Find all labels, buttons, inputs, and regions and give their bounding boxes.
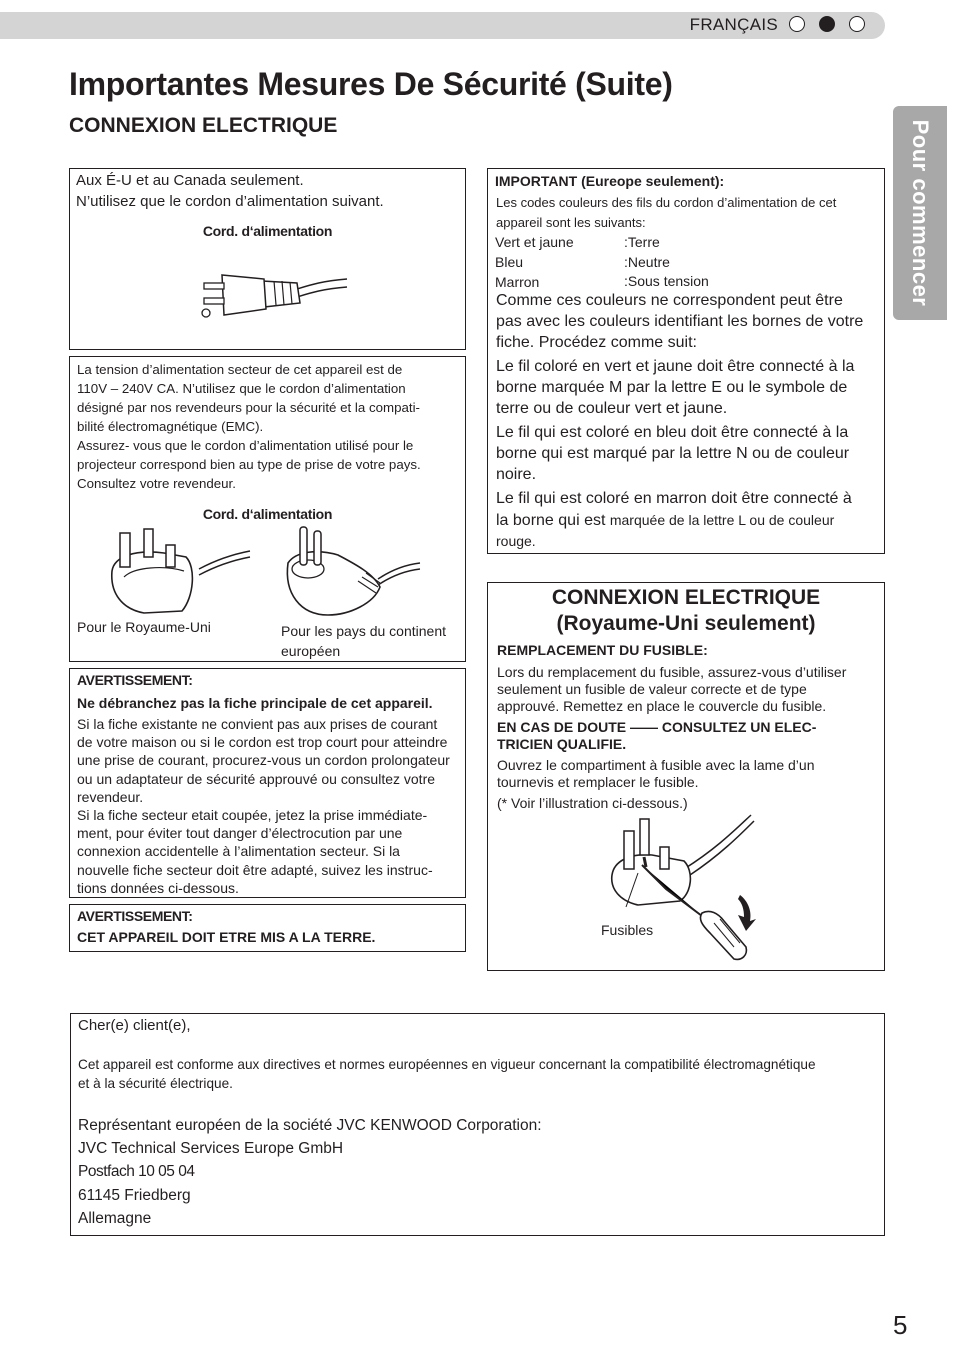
us-line-2: N’utilisez que le cordon d’alimentation suivant. bbox=[76, 192, 384, 210]
important-para1-line2: pas avec les couleurs identifiant les bornes de votre bbox=[496, 312, 864, 330]
fuse-replacement-icon bbox=[606, 809, 766, 967]
warning-1-line-5: revendeur. bbox=[77, 788, 144, 805]
voltage-line-5: Assurez- vous que le cordon d’alimentation utilisé pour le bbox=[77, 438, 414, 453]
page-indicator-dot-3 bbox=[849, 16, 865, 32]
important-para2-line1: Le fil coloré en vert et jaune doit être connecté à la bbox=[496, 358, 855, 375]
side-tab-label: Pour commencer bbox=[908, 119, 933, 307]
voltage-box bbox=[69, 356, 466, 662]
page-number: 5 bbox=[893, 1310, 908, 1340]
important-para4-line2a: la borne qui est bbox=[496, 511, 610, 529]
important-para3-line1: Le fil qui est coloré en bleu doit être connecté à la bbox=[496, 424, 849, 441]
warning-1-line-4: ou un adaptateur de sécurité approuvé ou consultez votre bbox=[77, 770, 436, 787]
color-name-2: Bleu bbox=[495, 254, 524, 270]
voltage-line-1: La tension d’alimentation secteur de cet appareil est de bbox=[77, 362, 403, 377]
important-para4-line2b: marquée de la lettre L ou de couleur bbox=[609, 511, 835, 528]
side-tab bbox=[893, 106, 947, 320]
important-para1-line3: fiche. Procédez comme suit: bbox=[496, 333, 697, 351]
uk-text2-line2: tournevis et remplacer le fusible. bbox=[497, 774, 699, 790]
important-intro-2: appareil sont les suivants: bbox=[496, 214, 646, 230]
warning-1-line-9: nouvelle fiche secteur doit être adapté, suivez les instruc- bbox=[77, 861, 433, 878]
voltage-line-2: 110V – 240V CA. N’utilisez que le cordon d’alimentation bbox=[77, 381, 406, 396]
uk-bold-line2: TRICIEN QUALIFIE. bbox=[497, 736, 627, 752]
eu-plug-icon bbox=[278, 523, 423, 619]
voltage-cord-label: Cord. d‘alimentation bbox=[202, 506, 333, 522]
important-heading: IMPORTANT (Eureope seulement): bbox=[495, 173, 725, 189]
us-canada-box bbox=[69, 168, 466, 350]
uk-text1-line2: seulement un fusible de valeur correcte et de type bbox=[497, 681, 807, 697]
uk-text1-line3: approuvé. Remettez en place le couvercle du fusible. bbox=[497, 698, 827, 714]
warning-1-line-8: connexion accidentelle à l’alimentation secteur. Si la bbox=[77, 843, 400, 860]
customer-country: Allemagne bbox=[78, 1209, 152, 1227]
customer-postfach: Postfach 10 05 04 bbox=[78, 1163, 195, 1181]
voltage-line-3: désigné par nos revendeurs pour la sécurité et la compati- bbox=[77, 400, 420, 415]
important-intro-1: Les codes couleurs des fils du cordon d’alimentation de cet bbox=[496, 195, 837, 210]
customer-conformity-1: Cet appareil est conforme aux directives et normes européennes en vigueur concernant la compatibilité électromagnétique bbox=[78, 1057, 816, 1072]
color-value-3: Sous tension bbox=[627, 273, 709, 289]
uk-caption: Pour le Royaume-Uni bbox=[77, 619, 211, 635]
warning-2-heading: AVERTISSEMENT: bbox=[77, 908, 193, 924]
section-title: CONNEXION ELECTRIQUE bbox=[69, 114, 338, 137]
warning-1-line-3: une prise de courant, procurez-vous un cordon prolongateur bbox=[77, 752, 450, 769]
page-indicator-dot-2 bbox=[819, 16, 835, 32]
eu-caption-1: Pour les pays du continent bbox=[281, 623, 446, 639]
warning-1-line-6: Si la fiche secteur etait coupée, jetez la prise immédiate- bbox=[77, 807, 428, 824]
important-para3-line3: noire. bbox=[496, 465, 537, 483]
voltage-line-6: projecteur correspond bien au type de prise de votre pays. bbox=[77, 457, 421, 472]
warning-1-line-2: de votre maison ou si le cordon est trop court pour atteindre bbox=[77, 734, 448, 751]
uk-note: (* Voir l’illustration ci-dessous.) bbox=[497, 795, 688, 811]
warning-box-2 bbox=[69, 904, 466, 952]
us-cord-label: Cord. d‘alimentation bbox=[202, 223, 333, 239]
us-line-1: Aux É-U et au Canada seulement. bbox=[76, 172, 304, 189]
color-value-1: Terre bbox=[627, 234, 660, 250]
color-value-2: Neutre bbox=[627, 253, 670, 270]
important-para1-line1: Comme ces couleurs ne correspondent peut être bbox=[496, 292, 843, 309]
uk-title-2: (Royaume-Uni seulement) bbox=[556, 612, 816, 635]
language-label: FRANÇAIS bbox=[689, 15, 778, 34]
warning-1-bold-line: Ne débranchez pas la fiche principale de cet appareil. bbox=[77, 695, 433, 711]
voltage-line-4: bilité électromagnétique (EMC). bbox=[77, 419, 264, 434]
warning-1-line-10: tions données ci-dessous. bbox=[77, 879, 239, 896]
uk-text2-line1: Ouvrez le compartiment à fusible avec la lame d’un bbox=[497, 757, 815, 773]
important-para3-line2: borne qui est marqué par la lettre N ou de couleur bbox=[496, 444, 850, 462]
important-para4-line3: rouge. bbox=[496, 533, 536, 549]
warning-1-line-1: Si la fiche existante ne convient pas aux prises de courant bbox=[77, 716, 438, 732]
warning-1-line-7: ment, pour éviter tout danger d’électrocution par une bbox=[77, 825, 403, 842]
customer-box bbox=[70, 1013, 885, 1236]
voltage-line-7: Consultez votre revendeur. bbox=[77, 476, 236, 491]
uk-title-1: CONNEXION ELECTRIQUE bbox=[551, 586, 821, 609]
page-indicator-dot-1 bbox=[789, 16, 805, 32]
customer-city: 61145 Friedberg bbox=[78, 1186, 191, 1204]
important-para2-line3: terre ou de couleur vert et jaune. bbox=[496, 399, 728, 417]
uk-text1-line1: Lors du remplacement du fusible, assurez-vous d’utiliser bbox=[497, 664, 847, 680]
uk-only-box bbox=[487, 582, 885, 971]
warning-1-heading: AVERTISSEMENT: bbox=[77, 672, 193, 688]
important-para4-line1: Le fil qui est coloré en marron doit être connecté à bbox=[496, 490, 852, 507]
eu-caption-2: européen bbox=[281, 643, 341, 659]
uk-bold-line1: EN CAS DE DOUTE —— CONSULTEZ UN ELEC- bbox=[497, 719, 817, 735]
us-plug-icon bbox=[192, 265, 352, 325]
important-box: IMPORTANT (Eureope seulement): Les codes couleurs des fils du cordon d’alimentation de cet appareil sont les suivants: Vert et jaune Bleu Marron :Terre :Neutre :Sous tension Comme ces couleurs ne correspondent peut être pas avec les couleurs identifiant les bornes de votre fiche. Procédez comme suit: Le fil coloré en vert et jaune doit être connecté à la borne marquée M par la lettre E ou le symbole de terre ou de couleur vert et jaune. Le fil qui est coloré en bleu doit être connecté à la borne qui est marqué par la lettre N ou de couleur noire. Le fil qui est coloré en marron doit être connecté à la borne qui est marquée de la lettre L ou de couleur rouge. bbox=[487, 168, 885, 554]
important-para2-line2: borne marquée M par la lettre E ou le symbole de bbox=[496, 378, 848, 396]
warning-2-text: CET APPAREIL DOIT ETRE MIS A LA TERRE. bbox=[77, 929, 376, 945]
customer-conformity-2: et à la sécurité électrique. bbox=[78, 1076, 233, 1091]
fuse-label: Fusibles bbox=[601, 922, 654, 938]
customer-company: JVC Technical Services Europe GmbH bbox=[78, 1140, 344, 1158]
uk-plug-icon bbox=[104, 527, 254, 615]
warning-box-1 bbox=[69, 668, 466, 898]
page-title: Importantes Mesures De Sécurité (Suite) bbox=[69, 66, 673, 102]
color-name-1: Vert et jaune bbox=[495, 234, 574, 250]
color-name-3: Marron bbox=[495, 274, 540, 290]
customer-representative: Représentant européen de la société JVC KENWOOD Corporation: bbox=[78, 1117, 542, 1134]
uk-subheading: REMPLACEMENT DU FUSIBLE: bbox=[497, 642, 708, 658]
customer-greeting: Cher(e) client(e), bbox=[78, 1017, 191, 1034]
